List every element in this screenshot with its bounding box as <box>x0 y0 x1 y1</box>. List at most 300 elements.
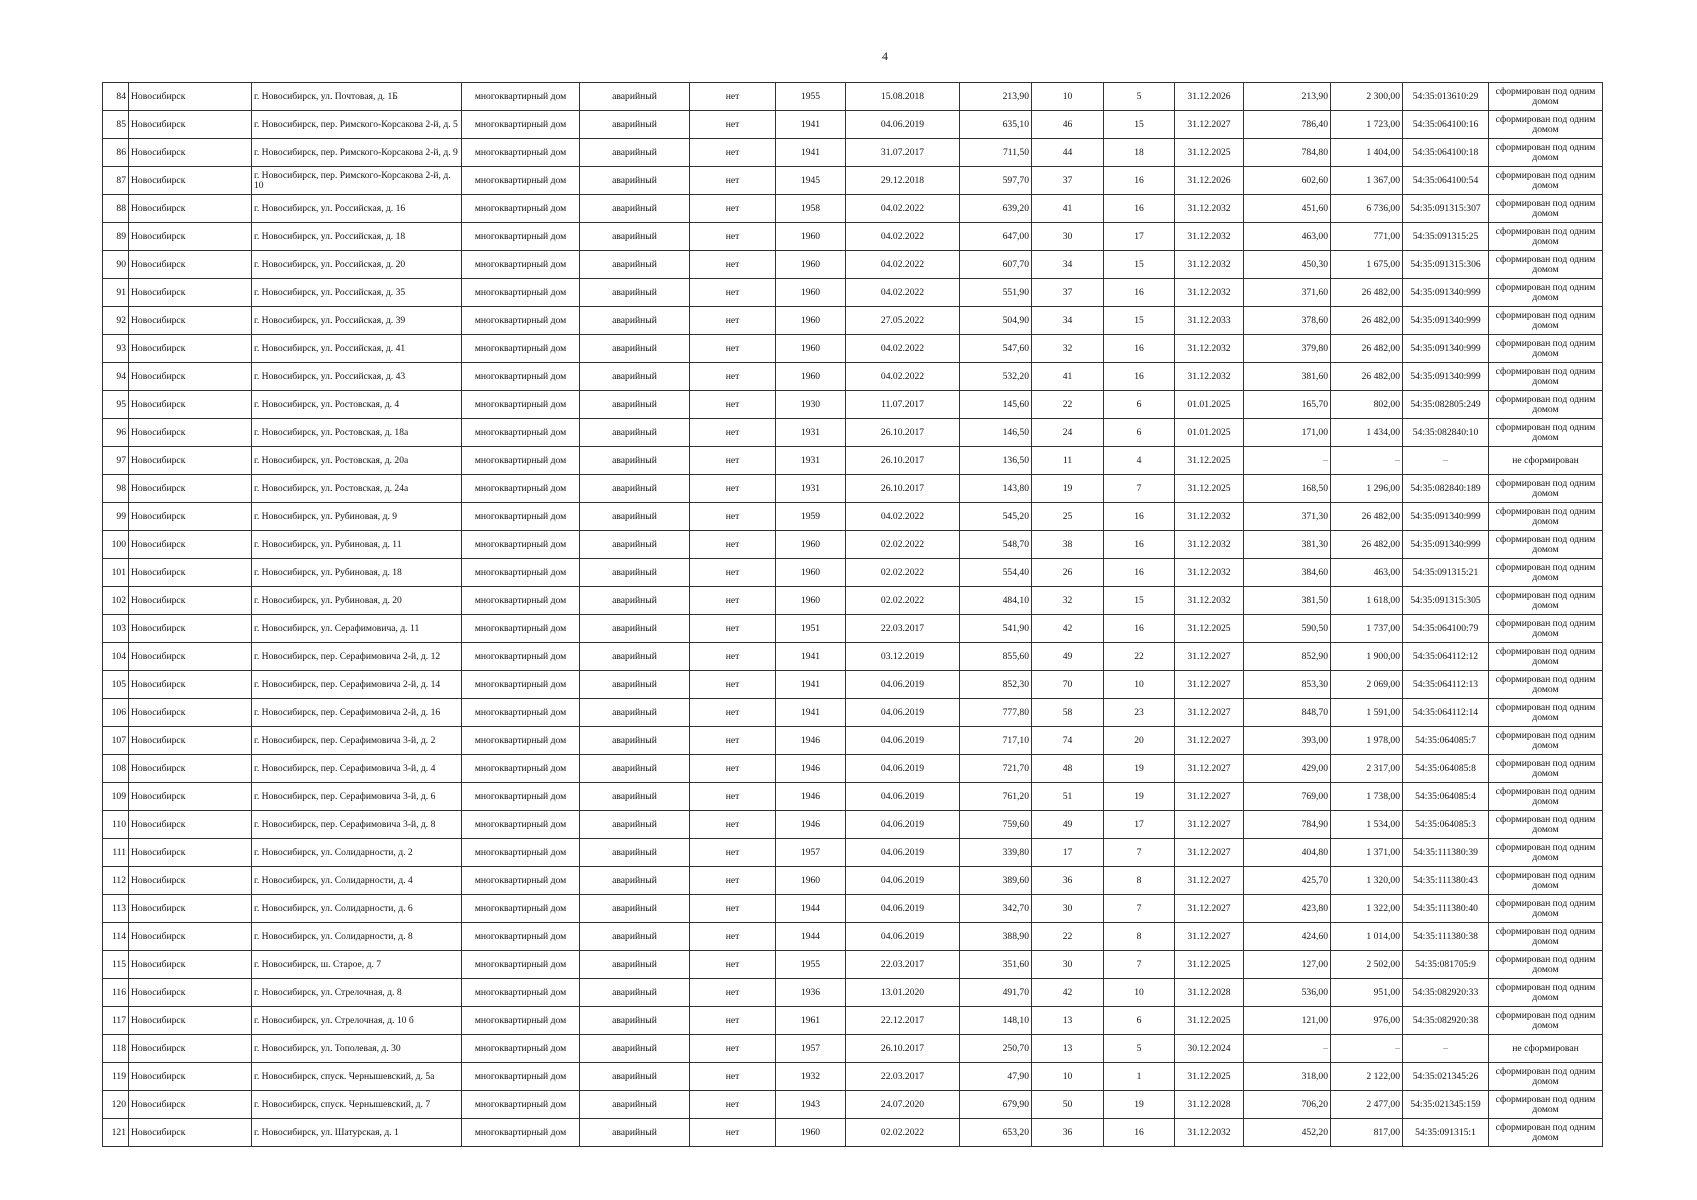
row-number: 111 <box>103 839 129 867</box>
row-building-type: многоквартирный дом <box>462 447 580 475</box>
emergency-housing-table <box>102 82 1603 1147</box>
row-residents: 19 <box>1032 475 1104 503</box>
row-residents: 49 <box>1032 811 1104 839</box>
table-row <box>103 531 1603 559</box>
row-land-area: 1 367,00 <box>1331 167 1403 195</box>
row-land-status: сформирован под одним домом <box>1489 727 1603 755</box>
row-resettlement-deadline: 31.12.2027 <box>1175 839 1244 867</box>
row-number: 114 <box>103 923 129 951</box>
row-planned-area: 379,80 <box>1244 335 1331 363</box>
row-flag: нет <box>690 839 776 867</box>
row-land-status: сформирован под одним домом <box>1489 783 1603 811</box>
row-resettlement-deadline: 31.12.2032 <box>1175 503 1244 531</box>
table-row <box>103 363 1603 391</box>
row-planned-area: 706,20 <box>1244 1091 1331 1119</box>
row-land-status: сформирован под одним домом <box>1489 503 1603 531</box>
row-city: Новосибирск <box>129 363 252 391</box>
row-building-type: многоквартирный дом <box>462 167 580 195</box>
row-address: г. Новосибирск, пер. Серафимовича 2-й, д. 16 <box>252 699 462 727</box>
row-resettlement-deadline: 31.12.2025 <box>1175 475 1244 503</box>
row-land-status: сформирован под одним домом <box>1489 671 1603 699</box>
row-year-built: 1960 <box>776 335 846 363</box>
row-building-status: аварийный <box>580 531 690 559</box>
row-planned-area: 393,00 <box>1244 727 1331 755</box>
row-building-status: аварийный <box>580 475 690 503</box>
row-recognition-date: 15.08.2018 <box>846 83 960 111</box>
row-cadastral-number: 54:35:091340:999 <box>1403 335 1489 363</box>
row-building-type: многоквартирный дом <box>462 783 580 811</box>
row-premises-count: 16 <box>1104 363 1175 391</box>
row-building-type: многоквартирный дом <box>462 139 580 167</box>
row-premises-count: 22 <box>1104 643 1175 671</box>
row-land-area: 6 736,00 <box>1331 195 1403 223</box>
row-land-status: сформирован под одним домом <box>1489 307 1603 335</box>
row-planned-area: 165,70 <box>1244 391 1331 419</box>
row-planned-area: 769,00 <box>1244 783 1331 811</box>
row-premises-count: 7 <box>1104 475 1175 503</box>
row-land-status: сформирован под одним домом <box>1489 615 1603 643</box>
row-flag: нет <box>690 1063 776 1091</box>
row-building-status: аварийный <box>580 1035 690 1063</box>
row-premises-count: 15 <box>1104 251 1175 279</box>
row-premises-count: 7 <box>1104 951 1175 979</box>
row-land-status: сформирован под одним домом <box>1489 335 1603 363</box>
table-row <box>103 699 1603 727</box>
row-residents: 10 <box>1032 83 1104 111</box>
row-premises-count: 16 <box>1104 195 1175 223</box>
row-building-status: аварийный <box>580 615 690 643</box>
row-flag: нет <box>690 531 776 559</box>
table-row <box>103 587 1603 615</box>
row-premises-count: 10 <box>1104 671 1175 699</box>
row-building-type: многоквартирный дом <box>462 1035 580 1063</box>
row-total-area: 777,80 <box>960 699 1032 727</box>
row-building-status: аварийный <box>580 363 690 391</box>
row-building-status: аварийный <box>580 1063 690 1091</box>
row-total-area: 647,00 <box>960 223 1032 251</box>
row-building-type: многоквартирный дом <box>462 699 580 727</box>
row-land-area: 26 482,00 <box>1331 335 1403 363</box>
row-premises-count: 4 <box>1104 447 1175 475</box>
row-premises-count: 16 <box>1104 167 1175 195</box>
row-cadastral-number: 54:35:082920:38 <box>1403 1007 1489 1035</box>
row-number: 91 <box>103 279 129 307</box>
row-building-status: аварийный <box>580 307 690 335</box>
row-land-area: 976,00 <box>1331 1007 1403 1035</box>
row-premises-count: 5 <box>1104 1035 1175 1063</box>
row-residents: 41 <box>1032 363 1104 391</box>
row-residents: 13 <box>1032 1035 1104 1063</box>
row-land-status: сформирован под одним домом <box>1489 699 1603 727</box>
row-resettlement-deadline: 31.12.2032 <box>1175 223 1244 251</box>
row-number: 118 <box>103 1035 129 1063</box>
row-flag: нет <box>690 139 776 167</box>
row-year-built: 1941 <box>776 671 846 699</box>
row-cadastral-number: 54:35:091340:999 <box>1403 307 1489 335</box>
row-residents: 37 <box>1032 279 1104 307</box>
row-premises-count: 16 <box>1104 615 1175 643</box>
row-resettlement-deadline: 31.12.2026 <box>1175 167 1244 195</box>
row-flag: нет <box>690 727 776 755</box>
row-land-area: 1 296,00 <box>1331 475 1403 503</box>
row-land-area: 26 482,00 <box>1331 307 1403 335</box>
row-total-area: 545,20 <box>960 503 1032 531</box>
row-building-status: аварийный <box>580 951 690 979</box>
row-address: г. Новосибирск, спуск. Чернышевский, д. 7 <box>252 1091 462 1119</box>
row-city: Новосибирск <box>129 447 252 475</box>
table-row <box>103 251 1603 279</box>
row-resettlement-deadline: 30.12.2024 <box>1175 1035 1244 1063</box>
row-city: Новосибирск <box>129 195 252 223</box>
row-land-status: сформирован под одним домом <box>1489 391 1603 419</box>
row-resettlement-deadline: 01.01.2025 <box>1175 391 1244 419</box>
row-year-built: 1930 <box>776 391 846 419</box>
row-total-area: 855,60 <box>960 643 1032 671</box>
row-resettlement-deadline: 31.12.2027 <box>1175 867 1244 895</box>
table-row <box>103 979 1603 1007</box>
row-total-area: 554,40 <box>960 559 1032 587</box>
row-land-area: 26 482,00 <box>1331 531 1403 559</box>
row-land-area: 1 900,00 <box>1331 643 1403 671</box>
row-planned-area: 451,60 <box>1244 195 1331 223</box>
row-recognition-date: 03.12.2019 <box>846 643 960 671</box>
row-land-area: 802,00 <box>1331 391 1403 419</box>
row-year-built: 1946 <box>776 727 846 755</box>
row-recognition-date: 04.02.2022 <box>846 279 960 307</box>
row-land-area: 951,00 <box>1331 979 1403 1007</box>
row-planned-area: – <box>1244 1035 1331 1063</box>
row-residents: 36 <box>1032 867 1104 895</box>
row-premises-count: 15 <box>1104 587 1175 615</box>
row-land-status: не сформирован <box>1489 1035 1603 1063</box>
row-cadastral-number: 54:35:111380:40 <box>1403 895 1489 923</box>
row-premises-count: 6 <box>1104 391 1175 419</box>
row-recognition-date: 02.02.2022 <box>846 587 960 615</box>
row-number: 101 <box>103 559 129 587</box>
row-resettlement-deadline: 31.12.2032 <box>1175 587 1244 615</box>
row-year-built: 1931 <box>776 447 846 475</box>
row-land-status: сформирован под одним домом <box>1489 559 1603 587</box>
row-land-area: 1 434,00 <box>1331 419 1403 447</box>
row-land-status: сформирован под одним домом <box>1489 195 1603 223</box>
row-year-built: 1943 <box>776 1091 846 1119</box>
row-cadastral-number: 54:35:091315:25 <box>1403 223 1489 251</box>
row-year-built: 1960 <box>776 587 846 615</box>
row-cadastral-number: 54:35:081705:9 <box>1403 951 1489 979</box>
row-flag: нет <box>690 391 776 419</box>
row-cadastral-number: 54:35:091340:999 <box>1403 363 1489 391</box>
row-flag: нет <box>690 167 776 195</box>
row-recognition-date: 31.07.2017 <box>846 139 960 167</box>
row-cadastral-number: 54:35:111380:38 <box>1403 923 1489 951</box>
row-recognition-date: 04.02.2022 <box>846 335 960 363</box>
row-number: 112 <box>103 867 129 895</box>
row-building-type: многоквартирный дом <box>462 895 580 923</box>
row-cadastral-number: 54:35:082805:249 <box>1403 391 1489 419</box>
row-address: г. Новосибирск, ул. Солидарности, д. 8 <box>252 923 462 951</box>
row-number: 116 <box>103 979 129 1007</box>
row-land-status: сформирован под одним домом <box>1489 475 1603 503</box>
row-year-built: 1936 <box>776 979 846 1007</box>
row-number: 104 <box>103 643 129 671</box>
row-total-area: 532,20 <box>960 363 1032 391</box>
row-land-status: сформирован под одним домом <box>1489 1007 1603 1035</box>
row-residents: 25 <box>1032 503 1104 531</box>
row-resettlement-deadline: 31.12.2032 <box>1175 559 1244 587</box>
row-year-built: 1945 <box>776 167 846 195</box>
row-land-area: 1 014,00 <box>1331 923 1403 951</box>
row-planned-area: 371,60 <box>1244 279 1331 307</box>
row-year-built: 1941 <box>776 699 846 727</box>
row-number: 95 <box>103 391 129 419</box>
row-city: Новосибирск <box>129 839 252 867</box>
row-cadastral-number: 54:35:064100:18 <box>1403 139 1489 167</box>
row-recognition-date: 04.06.2019 <box>846 671 960 699</box>
row-premises-count: 7 <box>1104 839 1175 867</box>
page-number: 4 <box>882 49 888 63</box>
row-premises-count: 23 <box>1104 699 1175 727</box>
row-land-status: сформирован под одним домом <box>1489 223 1603 251</box>
row-land-area: 1 723,00 <box>1331 111 1403 139</box>
row-building-status: аварийный <box>580 979 690 1007</box>
row-planned-area: 429,00 <box>1244 755 1331 783</box>
row-flag: нет <box>690 783 776 811</box>
row-address: г. Новосибирск, ул. Российская, д. 16 <box>252 195 462 223</box>
row-city: Новосибирск <box>129 307 252 335</box>
row-cadastral-number: 54:35:091315:21 <box>1403 559 1489 587</box>
row-year-built: 1961 <box>776 1007 846 1035</box>
row-building-type: многоквартирный дом <box>462 195 580 223</box>
row-premises-count: 15 <box>1104 111 1175 139</box>
table-row <box>103 1119 1603 1147</box>
row-recognition-date: 22.12.2017 <box>846 1007 960 1035</box>
row-resettlement-deadline: 31.12.2033 <box>1175 307 1244 335</box>
row-total-area: 761,20 <box>960 783 1032 811</box>
row-residents: 42 <box>1032 979 1104 1007</box>
row-residents: 50 <box>1032 1091 1104 1119</box>
row-resettlement-deadline: 31.12.2032 <box>1175 279 1244 307</box>
row-total-area: 679,90 <box>960 1091 1032 1119</box>
row-total-area: 136,50 <box>960 447 1032 475</box>
table-row <box>103 839 1603 867</box>
table-row <box>103 335 1603 363</box>
row-recognition-date: 04.02.2022 <box>846 195 960 223</box>
row-planned-area: – <box>1244 447 1331 475</box>
row-building-type: многоквартирный дом <box>462 391 580 419</box>
row-land-status: сформирован под одним домом <box>1489 755 1603 783</box>
row-total-area: 143,80 <box>960 475 1032 503</box>
row-land-area: 1 737,00 <box>1331 615 1403 643</box>
row-total-area: 342,70 <box>960 895 1032 923</box>
row-city: Новосибирск <box>129 951 252 979</box>
row-city: Новосибирск <box>129 503 252 531</box>
row-building-status: аварийный <box>580 643 690 671</box>
table-row <box>103 615 1603 643</box>
row-planned-area: 423,80 <box>1244 895 1331 923</box>
row-number: 84 <box>103 83 129 111</box>
row-resettlement-deadline: 31.12.2032 <box>1175 195 1244 223</box>
row-residents: 44 <box>1032 139 1104 167</box>
row-building-status: аварийный <box>580 139 690 167</box>
row-year-built: 1944 <box>776 923 846 951</box>
row-premises-count: 8 <box>1104 923 1175 951</box>
row-resettlement-deadline: 31.12.2027 <box>1175 643 1244 671</box>
row-building-status: аварийный <box>580 755 690 783</box>
row-year-built: 1960 <box>776 531 846 559</box>
row-residents: 30 <box>1032 895 1104 923</box>
row-address: г. Новосибирск, пер. Серафимовича 3-й, д. 4 <box>252 755 462 783</box>
row-number: 86 <box>103 139 129 167</box>
row-flag: нет <box>690 419 776 447</box>
row-total-area: 551,90 <box>960 279 1032 307</box>
row-building-status: аварийный <box>580 811 690 839</box>
row-total-area: 213,90 <box>960 83 1032 111</box>
row-building-status: аварийный <box>580 559 690 587</box>
row-premises-count: 16 <box>1104 279 1175 307</box>
row-total-area: 548,70 <box>960 531 1032 559</box>
row-flag: нет <box>690 811 776 839</box>
table-row <box>103 783 1603 811</box>
row-address: г. Новосибирск, ул. Рубиновая, д. 18 <box>252 559 462 587</box>
row-city: Новосибирск <box>129 167 252 195</box>
table-row <box>103 447 1603 475</box>
row-recognition-date: 04.06.2019 <box>846 839 960 867</box>
row-planned-area: 127,00 <box>1244 951 1331 979</box>
row-city: Новосибирск <box>129 391 252 419</box>
row-total-area: 484,10 <box>960 587 1032 615</box>
table-row <box>103 951 1603 979</box>
row-land-area: 1 534,00 <box>1331 811 1403 839</box>
row-land-status: не сформирован <box>1489 447 1603 475</box>
row-building-type: многоквартирный дом <box>462 671 580 699</box>
row-cadastral-number: 54:35:064085:8 <box>1403 755 1489 783</box>
row-total-area: 721,70 <box>960 755 1032 783</box>
row-year-built: 1960 <box>776 223 846 251</box>
row-resettlement-deadline: 31.12.2032 <box>1175 251 1244 279</box>
row-total-area: 491,70 <box>960 979 1032 1007</box>
row-year-built: 1960 <box>776 1119 846 1147</box>
row-city: Новосибирск <box>129 223 252 251</box>
row-address: г. Новосибирск, ул. Почтовая, д. 1Б <box>252 83 462 111</box>
row-residents: 22 <box>1032 391 1104 419</box>
row-cadastral-number: 54:35:064085:4 <box>1403 783 1489 811</box>
row-resettlement-deadline: 31.12.2027 <box>1175 699 1244 727</box>
row-number: 119 <box>103 1063 129 1091</box>
row-recognition-date: 04.06.2019 <box>846 783 960 811</box>
row-total-area: 635,10 <box>960 111 1032 139</box>
row-year-built: 1960 <box>776 251 846 279</box>
row-building-status: аварийный <box>580 279 690 307</box>
row-address: г. Новосибирск, спуск. Чернышевский, д. 5а <box>252 1063 462 1091</box>
row-number: 89 <box>103 223 129 251</box>
row-resettlement-deadline: 31.12.2027 <box>1175 671 1244 699</box>
row-address: г. Новосибирск, ул. Российская, д. 43 <box>252 363 462 391</box>
row-land-area: 1 322,00 <box>1331 895 1403 923</box>
row-address: г. Новосибирск, ул. Рубиновая, д. 20 <box>252 587 462 615</box>
row-resettlement-deadline: 31.12.2032 <box>1175 1119 1244 1147</box>
row-planned-area: 171,00 <box>1244 419 1331 447</box>
row-address: г. Новосибирск, ул. Российская, д. 41 <box>252 335 462 363</box>
row-premises-count: 1 <box>1104 1063 1175 1091</box>
row-total-area: 547,60 <box>960 335 1032 363</box>
row-residents: 26 <box>1032 559 1104 587</box>
row-address: г. Новосибирск, пер. Серафимовича 3-й, д. 2 <box>252 727 462 755</box>
row-total-area: 351,60 <box>960 951 1032 979</box>
row-building-status: аварийный <box>580 587 690 615</box>
row-address: г. Новосибирск, пер. Серафимовича 2-й, д. 12 <box>252 643 462 671</box>
row-year-built: 1959 <box>776 503 846 531</box>
row-resettlement-deadline: 31.12.2027 <box>1175 783 1244 811</box>
row-address: г. Новосибирск, пер. Римского-Корсакова 2-й, д. 10 <box>252 167 462 195</box>
row-year-built: 1960 <box>776 279 846 307</box>
row-land-status: сформирован под одним домом <box>1489 979 1603 1007</box>
table-row <box>103 223 1603 251</box>
row-recognition-date: 04.06.2019 <box>846 895 960 923</box>
row-recognition-date: 27.05.2022 <box>846 307 960 335</box>
row-land-area: 817,00 <box>1331 1119 1403 1147</box>
row-flag: нет <box>690 699 776 727</box>
row-premises-count: 17 <box>1104 811 1175 839</box>
table-row <box>103 139 1603 167</box>
row-residents: 24 <box>1032 419 1104 447</box>
row-residents: 32 <box>1032 587 1104 615</box>
row-number: 85 <box>103 111 129 139</box>
row-premises-count: 19 <box>1104 755 1175 783</box>
row-number: 110 <box>103 811 129 839</box>
row-total-area: 541,90 <box>960 615 1032 643</box>
row-total-area: 388,90 <box>960 923 1032 951</box>
row-recognition-date: 02.02.2022 <box>846 1119 960 1147</box>
row-recognition-date: 02.02.2022 <box>846 559 960 587</box>
row-city: Новосибирск <box>129 783 252 811</box>
row-recognition-date: 04.06.2019 <box>846 111 960 139</box>
row-flag: нет <box>690 503 776 531</box>
row-resettlement-deadline: 31.12.2026 <box>1175 83 1244 111</box>
row-recognition-date: 29.12.2018 <box>846 167 960 195</box>
row-number: 106 <box>103 699 129 727</box>
table-row <box>103 643 1603 671</box>
row-building-status: аварийный <box>580 447 690 475</box>
row-premises-count: 16 <box>1104 559 1175 587</box>
row-address: г. Новосибирск, ш. Старое, д. 7 <box>252 951 462 979</box>
row-building-type: многоквартирный дом <box>462 335 580 363</box>
row-flag: нет <box>690 279 776 307</box>
row-land-area: 2 502,00 <box>1331 951 1403 979</box>
row-year-built: 1932 <box>776 1063 846 1091</box>
row-year-built: 1955 <box>776 83 846 111</box>
row-premises-count: 6 <box>1104 419 1175 447</box>
row-year-built: 1941 <box>776 111 846 139</box>
row-building-type: многоквартирный дом <box>462 83 580 111</box>
row-planned-area: 404,80 <box>1244 839 1331 867</box>
row-address: г. Новосибирск, пер. Серафимовича 3-й, д. 8 <box>252 811 462 839</box>
row-premises-count: 16 <box>1104 503 1175 531</box>
row-cadastral-number: 54:35:021345:159 <box>1403 1091 1489 1119</box>
table-row <box>103 559 1603 587</box>
row-number: 107 <box>103 727 129 755</box>
row-cadastral-number: 54:35:064112:14 <box>1403 699 1489 727</box>
row-residents: 34 <box>1032 307 1104 335</box>
row-city: Новосибирск <box>129 643 252 671</box>
row-land-status: сформирован под одним домом <box>1489 139 1603 167</box>
row-resettlement-deadline: 31.12.2027 <box>1175 111 1244 139</box>
row-year-built: 1958 <box>776 195 846 223</box>
row-building-status: аварийный <box>580 839 690 867</box>
row-total-area: 852,30 <box>960 671 1032 699</box>
row-number: 93 <box>103 335 129 363</box>
row-address: г. Новосибирск, ул. Солидарности, д. 6 <box>252 895 462 923</box>
row-recognition-date: 04.02.2022 <box>846 363 960 391</box>
